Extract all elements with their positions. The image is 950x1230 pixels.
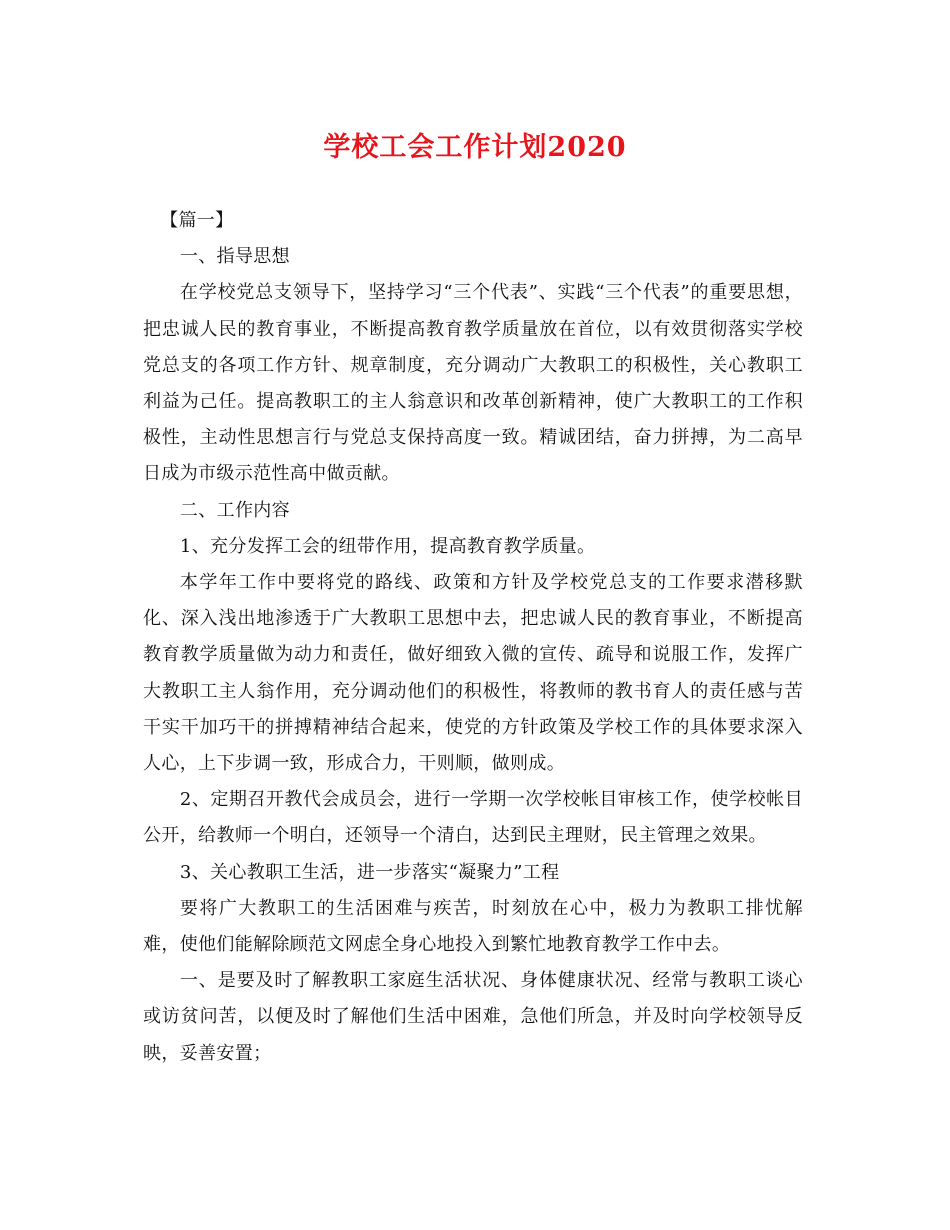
subheading-union-role: 1、充分发挥工会的纽带作用，提高教育教学质量。 <box>179 535 596 557</box>
heading-guiding-ideology: 一、指导思想 <box>179 246 290 268</box>
paragraph-staff-care: 要将广大教职工的生活困难与疾苦，时刻放在心中，极力为教职工排忧解难，使他们能解除顾范文网虑全身心地投入到繁忙地教育教学工作中去。 <box>143 897 803 956</box>
subheading-staff-care: 3、关心教职工生活，进一步落实“凝聚力”工程 <box>179 861 560 883</box>
heading-work-content: 二、工作内容 <box>179 499 290 521</box>
document-title: 学校工会工作计划2020 <box>323 132 627 163</box>
paragraph-understand-situation: 一、是要及时了解教职工家庭生活状况、身体健康状况、经常与教职工谈心或访贫问苦，以便及时了解他们生活中困难，急他们所急，并及时向学校领导反映，妥善安置； <box>143 970 803 1064</box>
section-label: 【篇一】 <box>160 210 234 231</box>
document-body <box>143 203 803 1072</box>
paragraph-staff-meeting: 2、定期召开教代会成员会，进行一学期一次学校帐目审核工作，使学校帐目公开，给教师一个明白，还领导一个清白，达到民主理财，民主管理之效果。 <box>143 789 803 847</box>
paragraph-union-role: 本学年工作中要将党的路线、政策和方针及学校党总支的工作要求潜移默化、深入浅出地渗透于广大教职工思想中去，把忠诚人民的教育事业，不断提高教育教学质量做为动力和责任，做好细致入微的宣传、疏导和说服工作，发挥广大教职工主人翁作用，充分调动他们的积极性，将教师的教书育人的责任感与苦干实干加巧干的拼搏精神结合起来，使党的方针政策及学校工作的具体要求深入人心，上下步调一致，形成合力，干则顺，做则成。 <box>143 572 803 775</box>
paragraph-guiding-ideology: 在学校党总支领导下，坚持学习“三个代表”、实践“三个代表”的重要思想，把忠诚人民的教育事业，不断提高教育教学质量放在首位，以有效贯彻落实学校党总支的各项工作方针、规章制度，充分调动广大教职工的积极性，关心教职工利益为己任。提高教职工的主人翁意识和改革创新精神，使广大教职工的工作积极性，主动性思想言行与党总支保持高度一致。精诚团结，奋力拼搏，为二高早日成为市级示范性高中做贡献。 <box>143 282 803 485</box>
